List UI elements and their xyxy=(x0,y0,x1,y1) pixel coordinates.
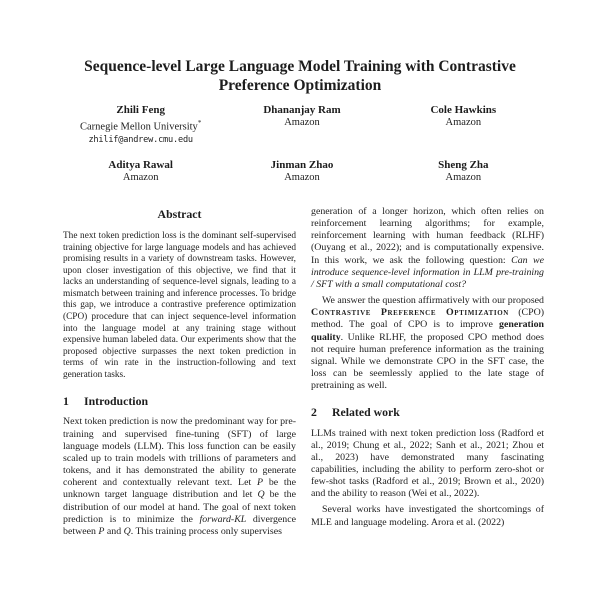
author-email: zhilif@andrew.cmu.edu xyxy=(88,135,193,145)
author-affiliation: Amazon xyxy=(122,172,159,183)
abstract-text: The next token prediction loss is the dominant self-supervised training objective for large language models and has achieved promising results in a variety of downstream tasks. However, upon closer investigation of this objective, we find that it lacks an understanding of sequence-level signals, leading to a mismatch between training and inference processes. To bridge this gap, we introduce a contrastive preference optimization (CPO) procedure that can inject sequence-level information into the language model at any training stage without expensive human labeled data. Our experiments show that the proposed objective surpasses the next token prediction in terms of win rate in the instruction-following and text generation tasks. xyxy=(63,231,296,380)
left-column xyxy=(63,208,296,538)
author-name: Aditya Rawal xyxy=(108,159,173,171)
related-work-paragraph-2: Several works have investigated the shortcomings of MLE and language modeling. Arora et al. (2022) xyxy=(311,504,544,528)
section-number: 1 xyxy=(63,394,69,409)
section-number: 2 xyxy=(311,405,317,420)
paper-title xyxy=(75,58,525,95)
author-name: Jinman Zhao xyxy=(270,159,334,171)
introduction-paragraph: Next token prediction is now the predominant way for pre-training and supervised fine-tuning (SFT) of large language models (LLM). This loss function can be easily scaled up to train models with trillions of parameters and tokens, and it has demonstrated the ability to generate coherent and contextually relevant text. Let P be the unknown target language distribution and let Q be the distribution of our model at hand. The goal of next token prediction is to minimize the forward-KL divergence between P and Q. This training process only supervises xyxy=(63,416,296,537)
related-work-paragraph-1: LLMs trained with next token prediction loss (Radford et al., 2019; Chung et al., 2022; Sanh et al., 2021; Zhou et al., 2023) have demonstrated many fascinating capabilities, including the ability to perform zero-shot or few-shot tasks (Radford et al., 2019; Brown et al., 2020) and the ability to reason (Wei et al., 2022). xyxy=(311,427,544,500)
affiliation-text: Carnegie Mellon University xyxy=(80,121,198,133)
abstract-heading: Abstract xyxy=(157,207,202,221)
author-name: Cole Hawkins xyxy=(430,104,497,116)
authors-row-2 xyxy=(60,159,544,185)
author-affiliation: Amazon xyxy=(445,117,482,128)
author-block-aditya-rawal xyxy=(60,159,221,185)
section-title: Related work xyxy=(332,405,400,420)
author-block-dhananjay-ram xyxy=(221,104,382,146)
author-name: Dhananjay Ram xyxy=(263,104,341,116)
author-block-zhili-feng xyxy=(60,104,221,146)
author-affiliation xyxy=(60,117,221,134)
affiliation-footnote-mark: * xyxy=(197,119,202,127)
right-column xyxy=(311,206,544,529)
author-name: Sheng Zha xyxy=(438,159,489,171)
author-affiliation: Amazon xyxy=(284,172,320,183)
cpo-answer-paragraph: We answer the question affirmatively with our proposed Contrastive Preference Optimization (CPO) method. The goal of CPO is to improve generation quality. Unlike RLHF, the proposed CPO method does not require human preference information as the training signal. While we demonstrate CPO in the SFT case, the loss can be seemlessly applied to the late stage of pretraining as well. xyxy=(311,295,544,392)
author-affiliation: Amazon xyxy=(284,117,320,128)
author-affiliation: Amazon xyxy=(445,172,482,183)
paper-title-line-1: Sequence-level Large Language Model Training with Contrastive xyxy=(84,58,516,75)
section-heading-related-work xyxy=(311,406,544,418)
section-heading-introduction xyxy=(63,395,296,407)
author-block-sheng-zha xyxy=(383,159,544,185)
author-block-cole-hawkins xyxy=(383,104,544,146)
authors-row-1 xyxy=(60,104,544,146)
author-name: Zhili Feng xyxy=(116,104,165,116)
author-block-jinman-zhao xyxy=(221,159,382,185)
intro-continuation-paragraph: generation of a longer horizon, which often relies on reinforcement learning algorithms; for example, reinforcement learning with human feedback (RLHF) (Ouyang et al., 2022); and is computationally expensive. In this work, we ask the following question: Can we introduce sequence-level information in LLM pre-training / SFT with a small computational cost? xyxy=(311,206,544,290)
paper-title-line-2: Preference Optimization xyxy=(218,76,382,94)
section-title: Introduction xyxy=(84,394,149,409)
